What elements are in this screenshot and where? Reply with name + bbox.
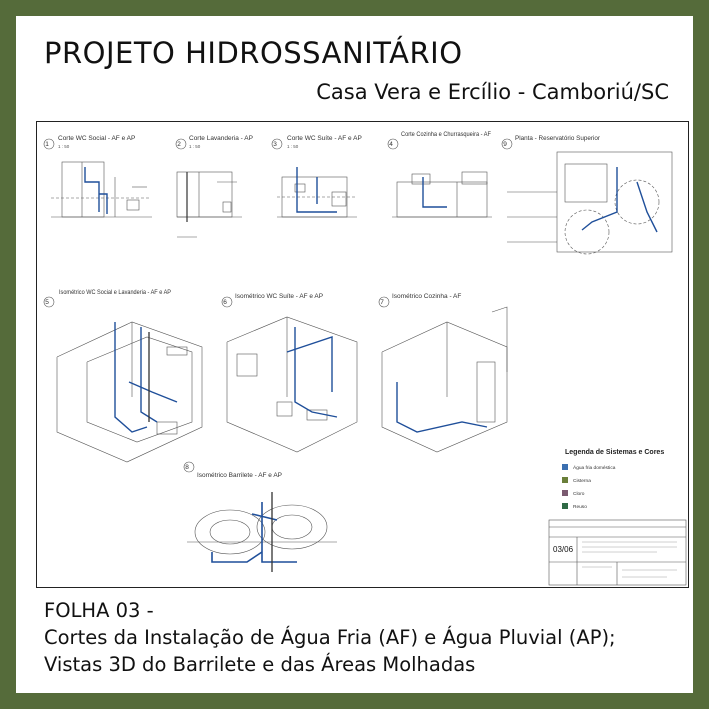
- legend-swatch: [562, 490, 568, 496]
- legend-swatch: [562, 464, 568, 470]
- project-subtitle: Casa Vera e Ercílio - Camboriú/SC: [316, 80, 669, 104]
- iso-wc-social: [44, 297, 202, 462]
- view-number: 6: [223, 299, 227, 306]
- section-lavanderia: [176, 139, 242, 237]
- presentation-card: [16, 16, 693, 693]
- view-number: 2: [177, 141, 181, 148]
- page-title: PROJETO HIDROSSANITÁRIO: [44, 36, 463, 70]
- view-title: Isométrico WC Social e Lavanderia - AF e AP: [59, 289, 171, 296]
- legend-swatch: [562, 477, 568, 483]
- view-title: Corte Lavanderia - AP: [189, 135, 253, 142]
- view-titles: [45, 131, 601, 479]
- footer-description-2: Vistas 3D do Barrilete e das Áreas Molhadas: [44, 653, 476, 676]
- view-number: 5: [45, 299, 49, 306]
- iso-cozinha: [379, 297, 507, 452]
- view-number: 4: [389, 141, 393, 148]
- view-title: Isométrico Cozinha - AF: [392, 293, 462, 300]
- view-number: 9: [503, 141, 507, 148]
- legend-title: Legenda de Sistemas e Cores: [565, 449, 665, 456]
- view-number: 3: [273, 141, 277, 148]
- view-title: Isométrico WC Suíte - AF e AP: [235, 293, 323, 300]
- legend-item: Água fria doméstica: [573, 466, 616, 471]
- footer-caption: [44, 597, 616, 678]
- footer-description-1: Cortes da Instalação de Água Fria (AF) e Água Pluvial (AP);: [44, 626, 616, 649]
- section-wc-social: [44, 139, 152, 217]
- view-number: 7: [380, 299, 384, 306]
- view-title: Planta - Reservatório Superior: [515, 135, 601, 142]
- section-wc-social-pipes: [85, 167, 107, 214]
- view-number: 1: [45, 141, 49, 148]
- view-title: Corte WC Social - AF e AP: [58, 135, 136, 142]
- legend-item: Reuso: [573, 505, 587, 510]
- drawing-sheet: [36, 121, 689, 588]
- sheet-number: 03/06: [553, 545, 574, 554]
- view-number: 8: [185, 464, 189, 471]
- view-title: Corte Cozinha e Churrasqueira - AF: [401, 131, 492, 138]
- drawing-sheet-svg: [37, 122, 688, 587]
- view-title: Corte WC Suíte - AF e AP: [287, 135, 362, 142]
- view-scale: 1 : 50: [287, 144, 299, 149]
- plan-reservoir: [502, 139, 672, 254]
- view-scale: 1 : 50: [58, 144, 70, 149]
- view-scale: 1 : 50: [189, 144, 201, 149]
- footer-sheet-label: FOLHA 03 -: [44, 599, 154, 622]
- legend-item: Cloro: [573, 492, 585, 497]
- section-wc-suite: [272, 139, 357, 217]
- legend-swatch: [562, 503, 568, 509]
- view-title: Isométrico Barrilete - AF e AP: [197, 472, 282, 479]
- iso-wc-suite: [222, 297, 357, 452]
- section-cozinha: [388, 139, 492, 217]
- legend-item: Cisterna: [573, 479, 591, 484]
- legend: [562, 449, 664, 510]
